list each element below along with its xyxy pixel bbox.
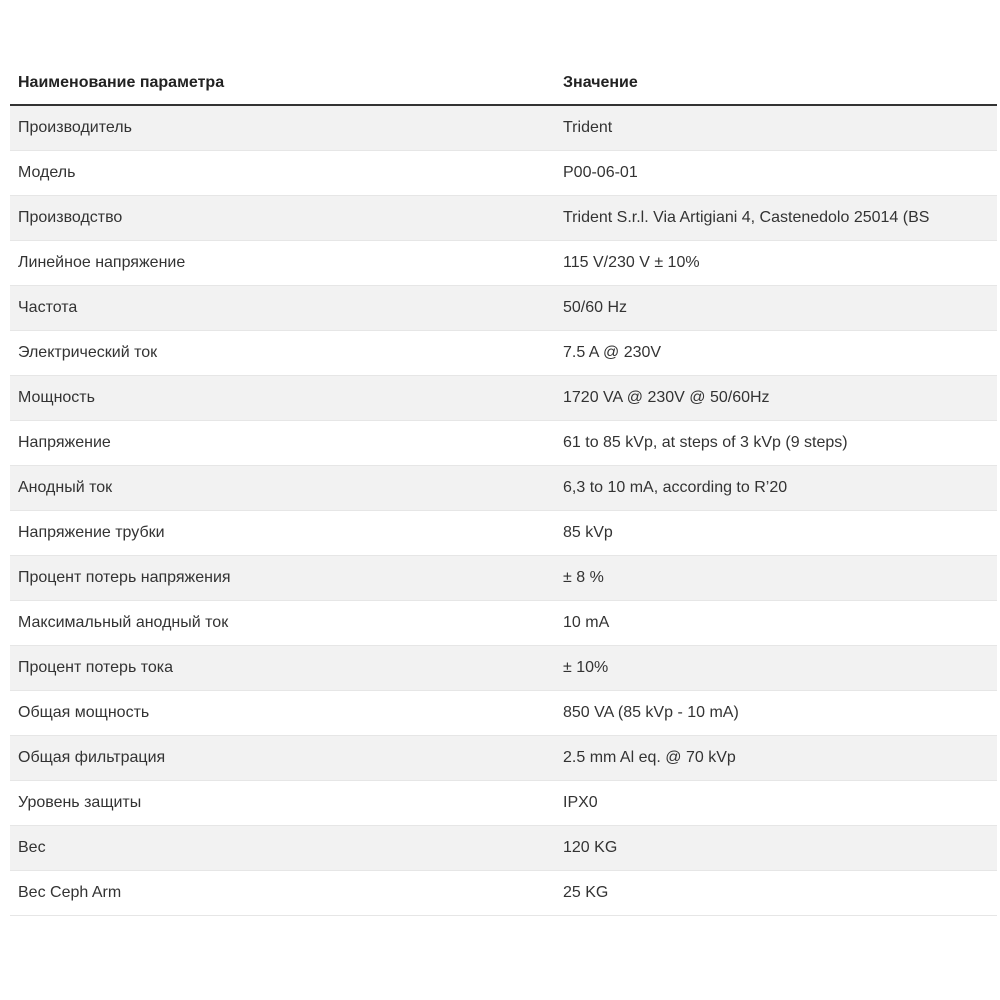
parameter-name-cell: Линейное напряжение [10,241,555,286]
parameter-value-cell: 61 to 85 kVp, at steps of 3 kVp (9 steps) [555,421,997,466]
table-row [10,196,997,241]
table-row [10,646,997,691]
parameter-name-cell: Максимальный анодный ток [10,601,555,646]
parameter-name-cell: Модель [10,151,555,196]
parameter-value-cell: 1720 VA @ 230V @ 50/60Hz [555,376,997,421]
parameter-value-cell: 850 VA (85 kVp - 10 mA) [555,691,997,736]
parameter-value-cell: ± 10% [555,646,997,691]
table-row [10,376,997,421]
parameter-name-cell: Частота [10,286,555,331]
parameter-value-cell: Trident [555,105,997,151]
parameter-value-cell: 115 V/230 V ± 10% [555,241,997,286]
parameter-value-cell: 120 KG [555,826,997,871]
parameter-name-cell: Напряжение трубки [10,511,555,556]
parameter-value-cell: ± 8 % [555,556,997,601]
parameter-name-cell: Анодный ток [10,466,555,511]
parameter-name-cell: Напряжение [10,421,555,466]
parameter-name-cell: Электрический ток [10,331,555,376]
parameter-value-cell: P00-06-01 [555,151,997,196]
table-row [10,105,997,151]
table-row [10,241,997,286]
parameter-value-cell: Trident S.r.l. Via Artigiani 4, Castenedolo 25014 (BS [555,196,997,241]
column-header-value: Значение [555,62,997,105]
parameter-name-cell: Общая фильтрация [10,736,555,781]
parameter-value-cell: IPX0 [555,781,997,826]
table-header-row [10,62,997,105]
table-row [10,421,997,466]
parameter-value-cell: 6,3 to 10 mA, according to R’20 [555,466,997,511]
table-row [10,331,997,376]
table-row [10,151,997,196]
table-row [10,466,997,511]
parameter-name-cell: Производство [10,196,555,241]
table-row [10,556,997,601]
table-row [10,511,997,556]
table-row [10,286,997,331]
table-row [10,736,997,781]
parameter-name-cell: Мощность [10,376,555,421]
table-row [10,601,997,646]
parameter-value-cell: 25 KG [555,871,997,916]
parameter-name-cell: Вес Ceph Arm [10,871,555,916]
column-header-parameter-name: Наименование параметра [10,62,555,105]
parameter-name-cell: Производитель [10,105,555,151]
parameter-name-cell: Вес [10,826,555,871]
specifications-table [10,62,997,916]
parameter-value-cell: 85 kVp [555,511,997,556]
table-row [10,871,997,916]
table-row [10,691,997,736]
parameter-name-cell: Процент потерь тока [10,646,555,691]
parameter-value-cell: 7.5 A @ 230V [555,331,997,376]
parameter-name-cell: Общая мощность [10,691,555,736]
parameter-value-cell: 10 mA [555,601,997,646]
parameter-value-cell: 2.5 mm Al eq. @ 70 kVp [555,736,997,781]
table-row [10,826,997,871]
parameter-value-cell: 50/60 Hz [555,286,997,331]
table-row [10,781,997,826]
parameter-name-cell: Уровень защиты [10,781,555,826]
parameter-name-cell: Процент потерь напряжения [10,556,555,601]
